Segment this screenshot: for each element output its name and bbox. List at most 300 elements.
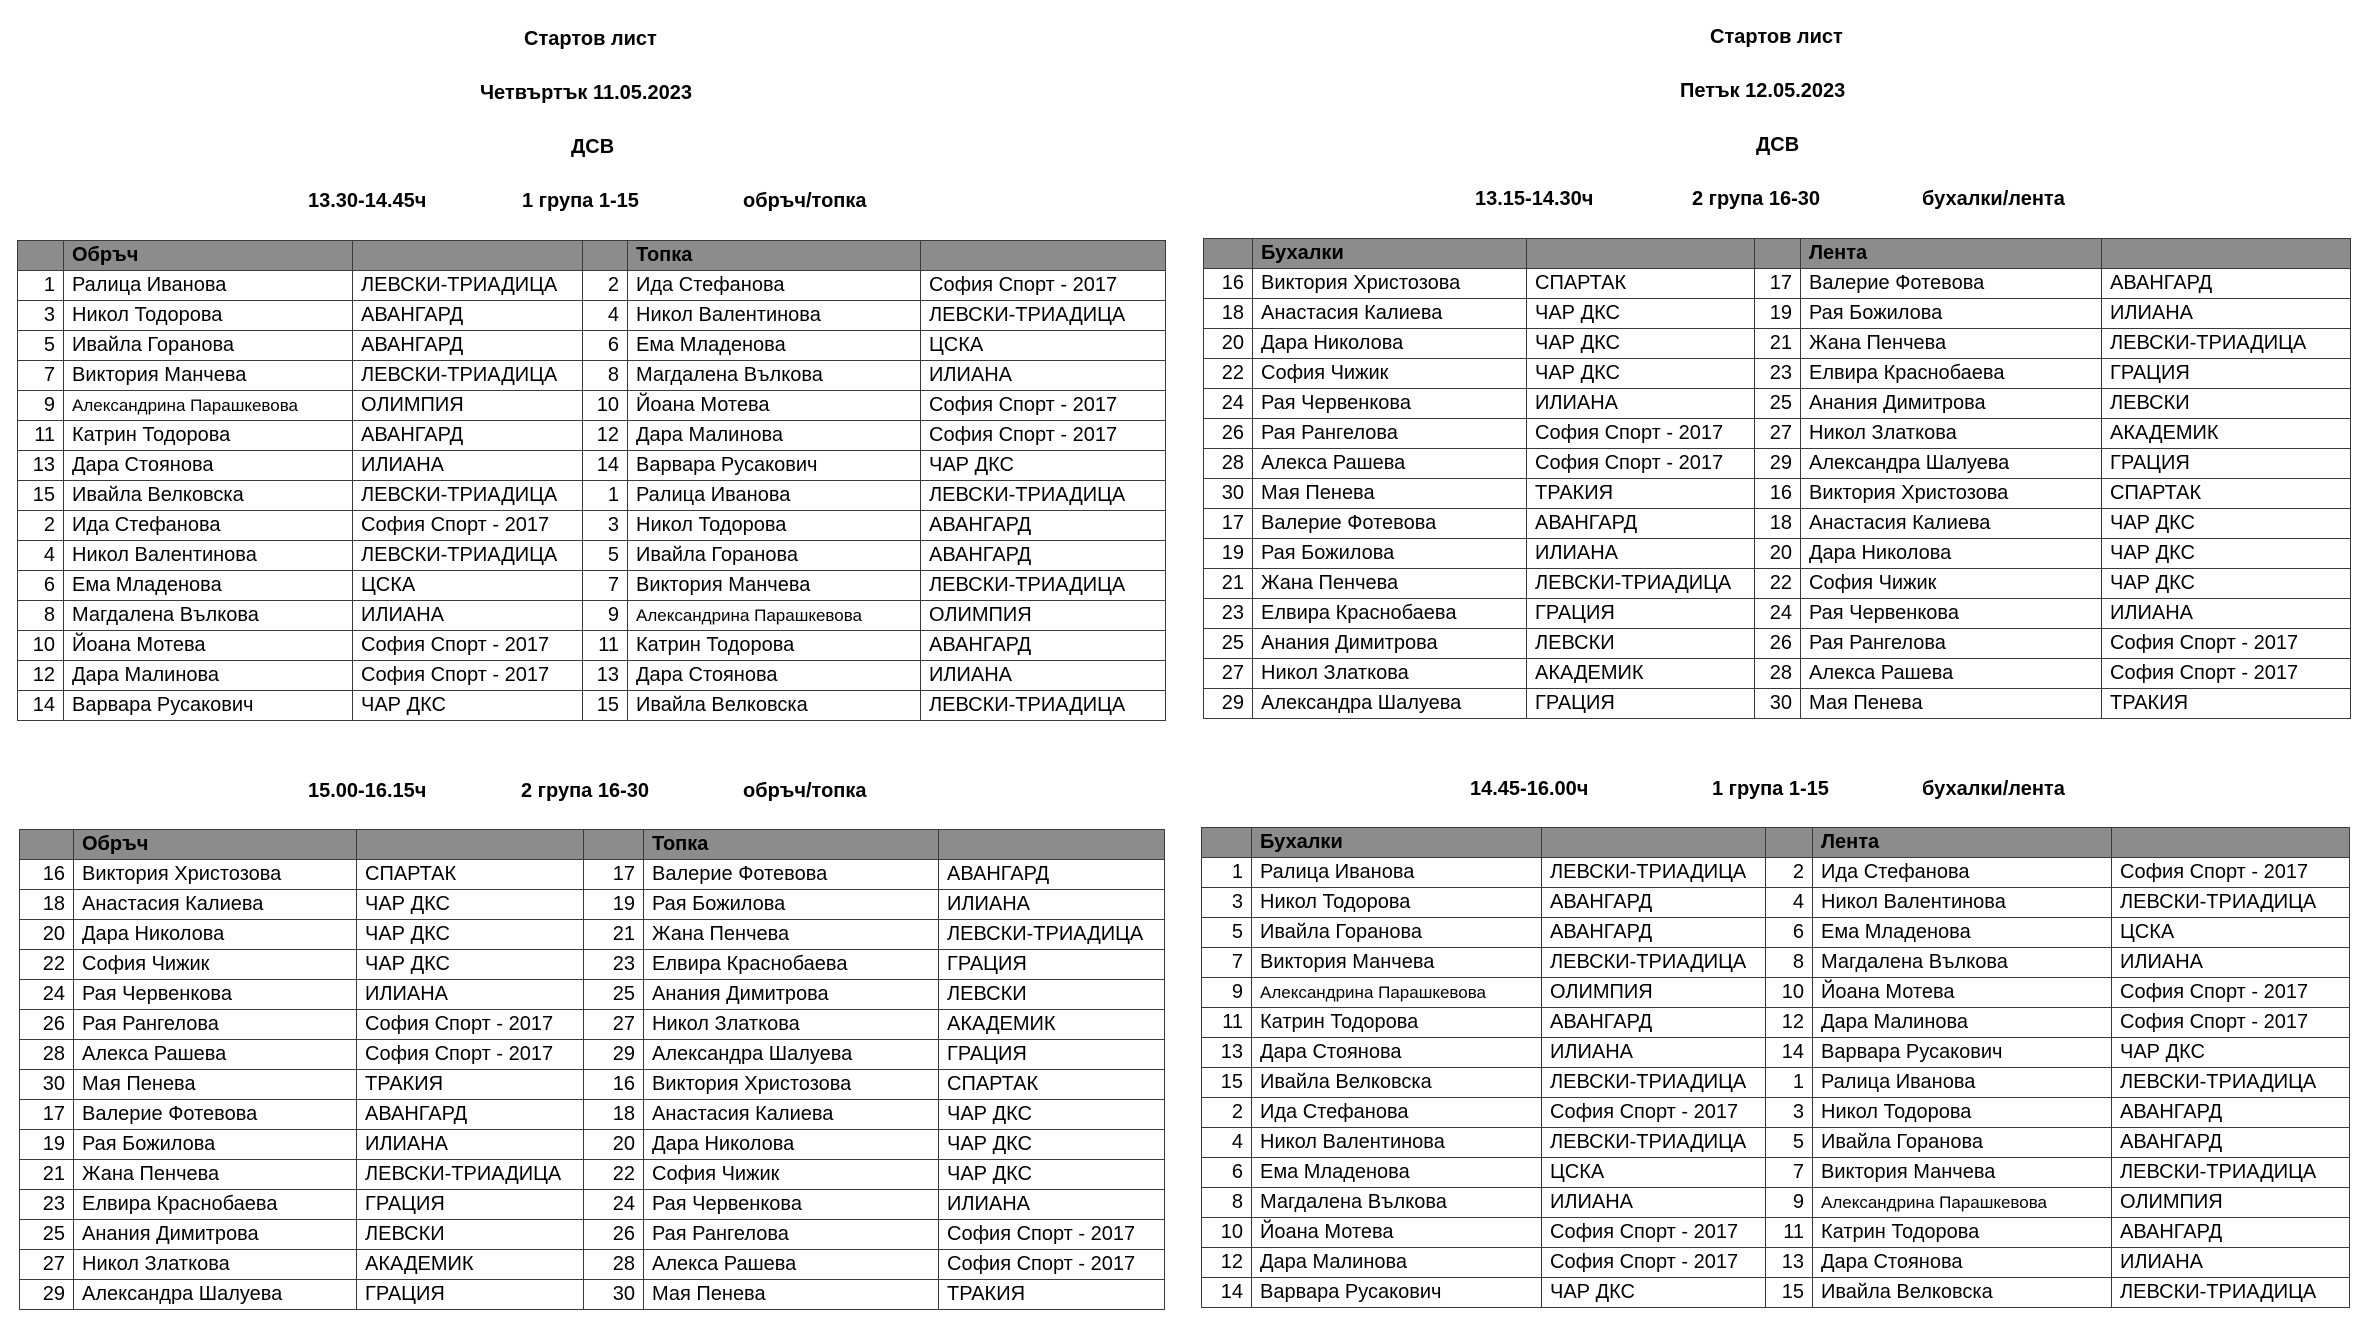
club-name: ИЛИАНА	[2102, 599, 2351, 629]
gymnast-name: Ивайла Велковска	[1813, 1278, 2112, 1308]
gymnast-name: Ема Младенова	[1813, 918, 2112, 948]
club-name: ЧАР ДКС	[1527, 299, 1755, 329]
gymnast-name: Анастасия Калиева	[644, 1100, 939, 1130]
table-row	[1202, 918, 2350, 948]
gymnast-name: Ралица Иванова	[628, 481, 921, 511]
table-row	[1204, 659, 2351, 689]
gymnast-name: Варвара Русакович	[64, 691, 353, 721]
club-name: ЛЕВСКИ-ТРИАДИЦА	[2112, 1158, 2350, 1188]
gymnast-name: Ема Младенова	[628, 331, 921, 361]
club-name: ИЛИАНА	[1542, 1188, 1766, 1218]
gymnast-name: Йоана Мотева	[628, 391, 921, 421]
gymnast-name: Мая Пенева	[644, 1280, 939, 1310]
gymnast-name: Никол Валентинова	[1252, 1128, 1542, 1158]
header-cell-empty	[18, 241, 64, 271]
gymnast-name: Валерие Фотевова	[74, 1100, 357, 1130]
gymnast-name: Александрина Парашкевова	[1813, 1188, 2112, 1218]
club-name: ИЛИАНА	[939, 1190, 1165, 1220]
start-number: 21	[1755, 329, 1801, 359]
start-number: 14	[583, 451, 628, 481]
table-row	[1204, 419, 2351, 449]
gymnast-name: Дара Николова	[644, 1130, 939, 1160]
club-name: АВАНГАРД	[1542, 1008, 1766, 1038]
block-venue: ДСВ	[1756, 134, 1800, 156]
gymnast-name: Ида Стефанова	[1813, 858, 2112, 888]
gymnast-name: Александрина Парашкевова	[1252, 978, 1542, 1008]
header-cell-empty	[357, 830, 584, 860]
gymnast-name: Мая Пенева	[1801, 689, 2102, 719]
start-number: 23	[1755, 359, 1801, 389]
gymnast-name: Виктория Христозова	[1253, 269, 1527, 299]
table-row	[18, 691, 1166, 721]
start-number: 11	[1202, 1008, 1252, 1038]
gymnast-name: Алекса Рашева	[1801, 659, 2102, 689]
session-time: 15.00-16.15ч	[308, 780, 427, 802]
club-name: ГРАЦИЯ	[357, 1190, 584, 1220]
gymnast-name: Виктория Манчева	[628, 571, 921, 601]
gymnast-name: Валерие Фотевова	[644, 860, 939, 890]
table-row	[1204, 479, 2351, 509]
block-venue: ДСВ	[571, 136, 615, 158]
block-title: Стартов лист	[1710, 26, 1843, 48]
club-name: София Спорт - 2017	[357, 1040, 584, 1070]
gymnast-name: Жана Пенчева	[644, 920, 939, 950]
club-name: АВАНГАРД	[353, 301, 583, 331]
table-row	[18, 271, 1166, 301]
gymnast-name: Виктория Манчева	[64, 361, 353, 391]
gymnast-name: Виктория Манчева	[1252, 948, 1542, 978]
start-number: 18	[584, 1100, 644, 1130]
session-group: 1 група 1-15	[1712, 778, 1829, 800]
club-name: ТРАКИЯ	[357, 1070, 584, 1100]
start-number: 10	[1202, 1218, 1252, 1248]
table-row	[20, 980, 1165, 1010]
gymnast-name: Варвара Русакович	[1813, 1038, 2112, 1068]
club-name: ИЛИАНА	[939, 890, 1165, 920]
start-number: 13	[18, 451, 64, 481]
start-number: 12	[18, 661, 64, 691]
gymnast-name: София Чижик	[644, 1160, 939, 1190]
club-name: София Спорт - 2017	[2112, 978, 2350, 1008]
start-number: 28	[20, 1040, 74, 1070]
start-number: 11	[18, 421, 64, 451]
gymnast-name: Мая Пенева	[1253, 479, 1527, 509]
club-name: ЛЕВСКИ-ТРИАДИЦА	[921, 691, 1166, 721]
gymnast-name: Валерие Фотевова	[1253, 509, 1527, 539]
gymnast-name: Валерие Фотевова	[1801, 269, 2102, 299]
gymnast-name: Ида Стефанова	[628, 271, 921, 301]
club-name: ЧАР ДКС	[357, 950, 584, 980]
start-number: 12	[1202, 1248, 1252, 1278]
table-row	[1202, 858, 2350, 888]
gymnast-name: София Чижик	[1801, 569, 2102, 599]
club-name: ГРАЦИЯ	[1527, 599, 1755, 629]
start-number: 10	[1766, 978, 1813, 1008]
start-number: 4	[1202, 1128, 1252, 1158]
club-name: ЛЕВСКИ-ТРИАДИЦА	[1527, 569, 1755, 599]
header-cell-empty	[1755, 239, 1801, 269]
club-name: ТРАКИЯ	[2102, 689, 2351, 719]
table-row	[1204, 299, 2351, 329]
table-header-row	[1204, 239, 2351, 269]
start-number: 21	[584, 920, 644, 950]
gymnast-name: Анания Димитрова	[644, 980, 939, 1010]
club-name: София Спорт - 2017	[353, 631, 583, 661]
apparatus-header-left: Обръч	[64, 241, 353, 271]
gymnast-name: Никол Тодорова	[628, 511, 921, 541]
table-row	[20, 920, 1165, 950]
gymnast-name: Никол Тодорова	[1813, 1098, 2112, 1128]
gymnast-name: Елвира Краснобаева	[74, 1190, 357, 1220]
start-number: 4	[18, 541, 64, 571]
club-name: София Спорт - 2017	[921, 421, 1166, 451]
club-name: ЧАР ДКС	[939, 1160, 1165, 1190]
table-row	[1202, 1248, 2350, 1278]
session-apparatus: бухалки/лента	[1922, 778, 2065, 800]
gymnast-name: Катрин Тодорова	[1252, 1008, 1542, 1038]
club-name: ЛЕВСКИ-ТРИАДИЦА	[2112, 1068, 2350, 1098]
header-cell-empty	[1766, 828, 1813, 858]
start-number: 20	[584, 1130, 644, 1160]
table-row	[1202, 888, 2350, 918]
club-name: АКАДЕМИК	[1527, 659, 1755, 689]
start-number: 24	[584, 1190, 644, 1220]
club-name: София Спорт - 2017	[357, 1010, 584, 1040]
table-row	[1204, 389, 2351, 419]
gymnast-name: Рая Рангелова	[1253, 419, 1527, 449]
club-name: СПАРТАК	[357, 860, 584, 890]
gymnast-name: Жана Пенчева	[1253, 569, 1527, 599]
apparatus-header-right: Лента	[1813, 828, 2112, 858]
start-number: 24	[1755, 599, 1801, 629]
gymnast-name: Дара Николова	[1253, 329, 1527, 359]
gymnast-name: Дара Малинова	[1252, 1248, 1542, 1278]
start-number: 18	[1204, 299, 1253, 329]
table-row	[1202, 1158, 2350, 1188]
start-number: 8	[1766, 948, 1813, 978]
club-name: ЧАР ДКС	[1542, 1278, 1766, 1308]
start-number: 5	[18, 331, 64, 361]
club-name: ИЛИАНА	[2112, 948, 2350, 978]
gymnast-name: Александра Шалуева	[644, 1040, 939, 1070]
table-header-row	[1202, 828, 2350, 858]
gymnast-name: Рая Червенкова	[1801, 599, 2102, 629]
start-number: 26	[1755, 629, 1801, 659]
club-name: ЧАР ДКС	[357, 920, 584, 950]
start-number: 29	[1204, 689, 1253, 719]
club-name: ЧАР ДКС	[939, 1100, 1165, 1130]
session-group: 2 група 16-30	[1692, 188, 1820, 210]
table-row	[18, 301, 1166, 331]
start-number: 26	[584, 1220, 644, 1250]
start-number: 19	[1755, 299, 1801, 329]
gymnast-name: Дара Стоянова	[1813, 1248, 2112, 1278]
club-name: ЧАР ДКС	[2112, 1038, 2350, 1068]
gymnast-name: Виктория Христозова	[644, 1070, 939, 1100]
club-name: ЛЕВСКИ-ТРИАДИЦА	[1542, 1068, 1766, 1098]
gymnast-name: Катрин Тодорова	[1813, 1218, 2112, 1248]
club-name: АВАНГАРД	[939, 860, 1165, 890]
gymnast-name: Ивайла Горанова	[1813, 1128, 2112, 1158]
gymnast-name: Рая Червенкова	[644, 1190, 939, 1220]
club-name: ОЛИМПИЯ	[353, 391, 583, 421]
table-row	[20, 1070, 1165, 1100]
start-number: 25	[1204, 629, 1253, 659]
club-name: София Спорт - 2017	[939, 1220, 1165, 1250]
club-name: АВАНГАРД	[2112, 1098, 2350, 1128]
table-row	[18, 331, 1166, 361]
table-row	[18, 661, 1166, 691]
header-cell-empty	[939, 830, 1165, 860]
table-row	[20, 1040, 1165, 1070]
session-group: 1 група 1-15	[522, 190, 639, 212]
table-row	[1204, 569, 2351, 599]
club-name: АВАНГАРД	[2112, 1218, 2350, 1248]
gymnast-name: Ивайла Велковска	[64, 481, 353, 511]
club-name: ЛЕВСКИ-ТРИАДИЦА	[353, 271, 583, 301]
gymnast-name: Рая Червенкова	[1253, 389, 1527, 419]
club-name: ТРАКИЯ	[939, 1280, 1165, 1310]
table-row	[20, 890, 1165, 920]
start-number: 15	[18, 481, 64, 511]
start-number: 23	[1204, 599, 1253, 629]
club-name: ИЛИАНА	[353, 451, 583, 481]
start-number: 19	[1204, 539, 1253, 569]
start-list-table	[19, 829, 1165, 1310]
start-number: 25	[1755, 389, 1801, 419]
gymnast-name: Катрин Тодорова	[64, 421, 353, 451]
club-name: София Спорт - 2017	[2112, 1008, 2350, 1038]
gymnast-name: Рая Божилова	[1253, 539, 1527, 569]
club-name: ЛЕВСКИ	[939, 980, 1165, 1010]
start-number: 15	[1766, 1278, 1813, 1308]
club-name: ЦСКА	[1542, 1158, 1766, 1188]
gymnast-name: Рая Рангелова	[74, 1010, 357, 1040]
start-number: 15	[1202, 1068, 1252, 1098]
club-name: АВАНГАРД	[1542, 888, 1766, 918]
table-row	[1204, 599, 2351, 629]
start-number: 27	[1204, 659, 1253, 689]
header-cell-empty	[584, 830, 644, 860]
club-name: София Спорт - 2017	[1542, 1218, 1766, 1248]
gymnast-name: Ема Младенова	[64, 571, 353, 601]
apparatus-header-left: Обръч	[74, 830, 357, 860]
table-header-row	[18, 241, 1166, 271]
start-number: 22	[1755, 569, 1801, 599]
gymnast-name: Магдалена Вълкова	[1252, 1188, 1542, 1218]
gymnast-name: Александрина Парашкевова	[64, 391, 353, 421]
start-number: 18	[20, 890, 74, 920]
gymnast-name: Ивайла Горанова	[64, 331, 353, 361]
gymnast-name: Никол Валентинова	[64, 541, 353, 571]
table-row	[20, 950, 1165, 980]
start-number: 2	[583, 271, 628, 301]
start-number: 13	[1766, 1248, 1813, 1278]
club-name: ГРАЦИЯ	[2102, 449, 2351, 479]
club-name: ГРАЦИЯ	[2102, 359, 2351, 389]
club-name: ЛЕВСКИ	[2102, 389, 2351, 419]
table-row	[18, 571, 1166, 601]
club-name: АКАДЕМИК	[939, 1010, 1165, 1040]
start-number: 9	[583, 601, 628, 631]
club-name: АВАНГАРД	[921, 541, 1166, 571]
start-number: 28	[1755, 659, 1801, 689]
gymnast-name: Йоана Мотева	[64, 631, 353, 661]
gymnast-name: Ида Стефанова	[1252, 1098, 1542, 1128]
table-row	[1202, 1128, 2350, 1158]
gymnast-name: Ивайла Велковска	[1252, 1068, 1542, 1098]
start-number: 7	[1766, 1158, 1813, 1188]
club-name: ЛЕВСКИ-ТРИАДИЦА	[921, 481, 1166, 511]
start-number: 3	[1766, 1098, 1813, 1128]
table-row	[1202, 978, 2350, 1008]
start-number: 14	[18, 691, 64, 721]
club-name: ЛЕВСКИ-ТРИАДИЦА	[353, 481, 583, 511]
table-row	[18, 361, 1166, 391]
gymnast-name: Ивайла Горанова	[628, 541, 921, 571]
start-number: 19	[584, 890, 644, 920]
start-number: 17	[1204, 509, 1253, 539]
gymnast-name: Елвира Краснобаева	[1801, 359, 2102, 389]
start-number: 15	[583, 691, 628, 721]
start-number: 11	[1766, 1218, 1813, 1248]
gymnast-name: Ралица Иванова	[1252, 858, 1542, 888]
header-cell-empty	[1204, 239, 1253, 269]
start-number: 30	[584, 1280, 644, 1310]
gymnast-name: Ивайла Велковска	[628, 691, 921, 721]
table-header-row	[20, 830, 1165, 860]
club-name: ИЛИАНА	[357, 980, 584, 1010]
club-name: ГРАЦИЯ	[1527, 689, 1755, 719]
table-row	[1204, 269, 2351, 299]
start-number: 20	[20, 920, 74, 950]
start-number: 13	[1202, 1038, 1252, 1068]
start-number: 26	[20, 1010, 74, 1040]
start-number: 2	[1766, 858, 1813, 888]
club-name: София Спорт - 2017	[1542, 1098, 1766, 1128]
header-cell-empty	[2112, 828, 2350, 858]
start-number: 21	[20, 1160, 74, 1190]
gymnast-name: Ема Младенова	[1252, 1158, 1542, 1188]
gymnast-name: Никол Тодорова	[64, 301, 353, 331]
club-name: София Спорт - 2017	[921, 391, 1166, 421]
table-row	[20, 1130, 1165, 1160]
table-row	[20, 1100, 1165, 1130]
club-name: ЛЕВСКИ-ТРИАДИЦА	[353, 361, 583, 391]
club-name: ЛЕВСКИ-ТРИАДИЦА	[1542, 948, 1766, 978]
table-row	[1204, 539, 2351, 569]
club-name: ИЛИАНА	[357, 1130, 584, 1160]
club-name: София Спорт - 2017	[939, 1250, 1165, 1280]
gymnast-name: Ида Стефанова	[64, 511, 353, 541]
gymnast-name: Александра Шалуева	[74, 1280, 357, 1310]
start-list-table	[1201, 827, 2350, 1308]
club-name: ИЛИАНА	[921, 661, 1166, 691]
table-row	[18, 601, 1166, 631]
start-number: 2	[18, 511, 64, 541]
club-name: АВАНГАРД	[1542, 918, 1766, 948]
club-name: ЧАР ДКС	[921, 451, 1166, 481]
club-name: ЛЕВСКИ-ТРИАДИЦА	[2102, 329, 2351, 359]
gymnast-name: Рая Червенкова	[74, 980, 357, 1010]
start-number: 16	[1204, 269, 1253, 299]
start-number: 6	[1766, 918, 1813, 948]
start-number: 6	[1202, 1158, 1252, 1188]
start-number: 25	[584, 980, 644, 1010]
header-cell-empty	[1542, 828, 1766, 858]
gymnast-name: Мая Пенева	[74, 1070, 357, 1100]
start-number: 4	[583, 301, 628, 331]
start-number: 16	[20, 860, 74, 890]
club-name: АВАНГАРД	[921, 631, 1166, 661]
club-name: ТРАКИЯ	[1527, 479, 1755, 509]
table-row	[20, 1250, 1165, 1280]
table-row	[20, 1190, 1165, 1220]
gymnast-name: Дара Малинова	[1813, 1008, 2112, 1038]
start-number: 14	[1766, 1038, 1813, 1068]
club-name: ЛЕВСКИ-ТРИАДИЦА	[939, 920, 1165, 950]
gymnast-name: Жана Пенчева	[1801, 329, 2102, 359]
club-name: ЛЕВСКИ-ТРИАДИЦА	[2112, 888, 2350, 918]
start-number: 28	[584, 1250, 644, 1280]
gymnast-name: Магдалена Вълкова	[1813, 948, 2112, 978]
club-name: АВАНГАРД	[2112, 1128, 2350, 1158]
gymnast-name: Александра Шалуева	[1801, 449, 2102, 479]
start-number: 30	[20, 1070, 74, 1100]
table-row	[1202, 1188, 2350, 1218]
table-row	[1202, 1008, 2350, 1038]
start-number: 16	[584, 1070, 644, 1100]
start-number: 7	[1202, 948, 1252, 978]
gymnast-name: София Чижик	[1253, 359, 1527, 389]
gymnast-name: Рая Божилова	[644, 890, 939, 920]
table-row	[1202, 948, 2350, 978]
club-name: ЛЕВСКИ-ТРИАДИЦА	[2112, 1278, 2350, 1308]
gymnast-name: Дара Стоянова	[628, 661, 921, 691]
table-row	[18, 391, 1166, 421]
club-name: АКАДЕМИК	[2102, 419, 2351, 449]
session-time: 13.30-14.45ч	[308, 190, 427, 212]
gymnast-name: Анания Димитрова	[1253, 629, 1527, 659]
gymnast-name: Рая Божилова	[1801, 299, 2102, 329]
start-number: 19	[20, 1130, 74, 1160]
start-number: 17	[1755, 269, 1801, 299]
club-name: СПАРТАК	[2102, 479, 2351, 509]
club-name: ИЛИАНА	[2112, 1248, 2350, 1278]
table-row	[1202, 1278, 2350, 1308]
start-number: 17	[20, 1100, 74, 1130]
gymnast-name: София Чижик	[74, 950, 357, 980]
club-name: ЛЕВСКИ-ТРИАДИЦА	[357, 1160, 584, 1190]
club-name: ЦСКА	[353, 571, 583, 601]
club-name: ЛЕВСКИ-ТРИАДИЦА	[353, 541, 583, 571]
club-name: ГРАЦИЯ	[939, 950, 1165, 980]
club-name: ЧАР ДКС	[2102, 569, 2351, 599]
club-name: София Спорт - 2017	[353, 661, 583, 691]
header-cell-empty	[921, 241, 1166, 271]
table-row	[1202, 1218, 2350, 1248]
start-number: 22	[20, 950, 74, 980]
gymnast-name: Елвира Краснобаева	[644, 950, 939, 980]
start-number: 20	[1755, 539, 1801, 569]
gymnast-name: Никол Златкова	[74, 1250, 357, 1280]
club-name: София Спорт - 2017	[921, 271, 1166, 301]
start-number: 5	[1202, 918, 1252, 948]
start-number: 9	[18, 391, 64, 421]
club-name: ОЛИМПИЯ	[921, 601, 1166, 631]
start-number: 1	[18, 271, 64, 301]
table-row	[20, 860, 1165, 890]
